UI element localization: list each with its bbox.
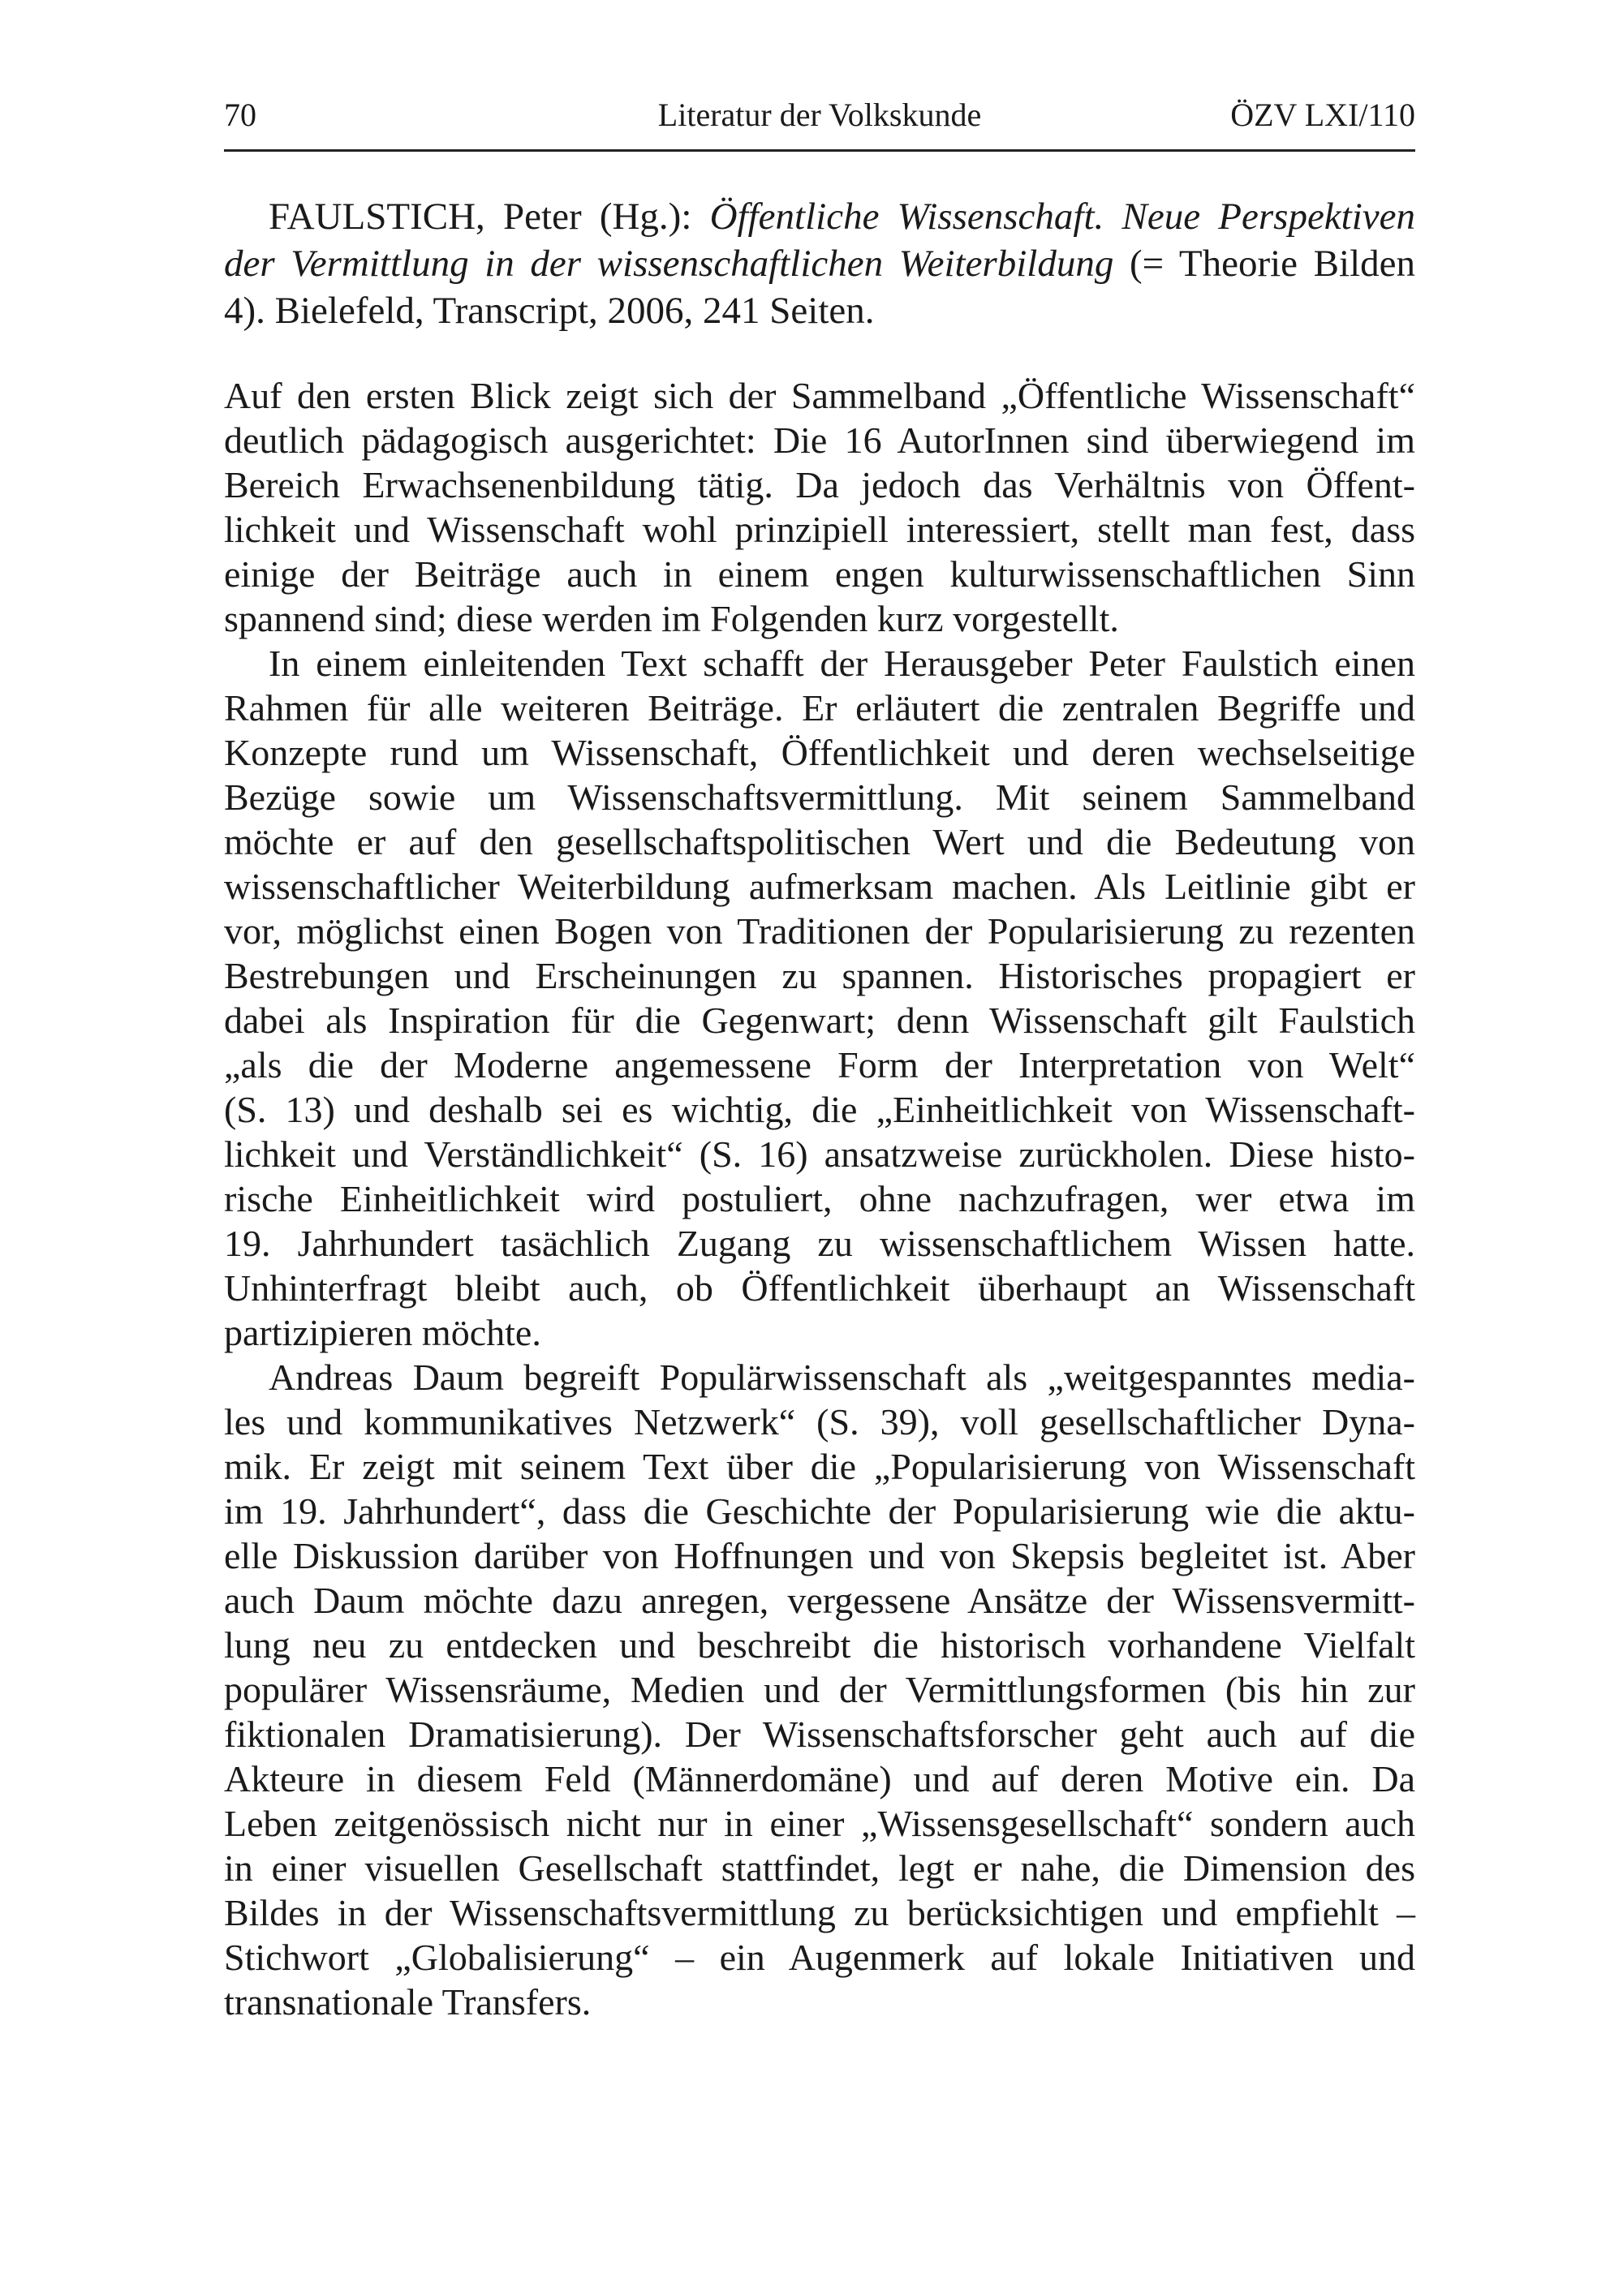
text-line: Bildes in der Wissenschaftsvermittlung zu berücksichtigen und empfiehlt –	[224, 1892, 1415, 1933]
text-line: lung neu zu entdecken und beschreibt die historisch vorhandene Vielfalt	[224, 1624, 1415, 1666]
citation-text: FAULSTICH, Peter (Hg.):	[269, 196, 710, 238]
text-line: transnationale Transfers.	[224, 1981, 592, 2023]
text-line: elle Diskussion darüber von Hoffnungen und von Skepsis begleitet ist. Aber	[224, 1535, 1415, 1576]
text-line: auch Daum möchte dazu anregen, vergessene Ansätze der Wissensvermitt-	[224, 1580, 1415, 1621]
header-rule	[224, 149, 1415, 152]
text-line: im 19. Jahrhundert“, dass die Geschichte der Popularisierung wie die aktu-	[224, 1490, 1415, 1532]
text-line: 19. Jahrhundert tasächlich Zugang zu wissenschaftlichem Wissen hatte.	[224, 1223, 1415, 1264]
page-number: 70	[224, 97, 256, 133]
journal-issue: ÖZV LXI/110	[1230, 97, 1415, 133]
text-line: Leben zeitgenössisch nicht nur in einer „Wissensgesellschaft“ sondern auch	[224, 1803, 1415, 1844]
text-line: lichkeit und Verständlichkeit“ (S. 16) ansatzweise zurückholen. Diese histo-	[224, 1133, 1415, 1175]
text-line: deutlich pädagogisch ausgerichtet: Die 16 AutorInnen sind überwiegend im	[224, 419, 1415, 461]
citation-title-text: der Vermittlung in der wissenschaftlichen Weiterbildung	[224, 243, 1114, 285]
text-line: In einem einleitenden Text schafft der Herausgeber Peter Faulstich einen	[269, 643, 1415, 684]
citation-line	[224, 287, 1415, 334]
text-line: Konzepte rund um Wissenschaft, Öffentlichkeit und deren wechselseitige	[224, 732, 1415, 773]
text-line: Rahmen für alle weiteren Beiträge. Er erläutert die zentralen Begriffe und	[224, 687, 1415, 729]
text-line: einige der Beiträge auch in einem engen kulturwissenschaftlichen Sinn	[224, 553, 1415, 595]
text-line: Bereich Erwachsenenbildung tätig. Da jedoch das Verhältnis von Öffent-	[224, 464, 1415, 505]
text-line: Auf den ersten Blick zeigt sich der Sammelband „Öffentliche Wissenschaft“	[224, 375, 1415, 416]
text-line: (S. 13) und deshalb sei es wichtig, die „Einheitlichkeit von Wissenschaft-	[224, 1089, 1415, 1130]
citation-line	[224, 193, 1415, 240]
text-line: in einer visuellen Gesellschaft stattfindet, legt er nahe, die Dimension des	[224, 1847, 1415, 1889]
paragraph	[224, 641, 1415, 1355]
text-line: Akteure in diesem Feld (Männerdomäne) und auf deren Motive ein. Da	[224, 1758, 1415, 1799]
text-line: möchte er auf den gesellschaftspolitischen Wert und die Bedeutung von	[224, 821, 1415, 862]
text-line: dabei als Inspiration für die Gegenwart; denn Wissenschaft gilt Faulstich	[224, 1000, 1415, 1041]
paragraph	[224, 1355, 1415, 2024]
text-line: mik. Er zeigt mit seinem Text über die „Popularisierung von Wissenschaft	[224, 1446, 1415, 1487]
text-line: populärer Wissensräume, Medien und der Vermittlungsformen (bis hin zur	[224, 1669, 1415, 1710]
text-line: fiktionalen Dramatisierung). Der Wissenschaftsforscher geht auch auf die	[224, 1713, 1415, 1755]
text-line: wissenschaftlicher Weiterbildung aufmerksam machen. Als Leitlinie gibt er	[224, 866, 1415, 907]
text-line: les und kommunikatives Netzwerk“ (S. 39), voll gesellschaftlicher Dyna-	[224, 1401, 1415, 1443]
running-header	[224, 96, 1415, 141]
text-line: Unhinterfragt bleibt auch, ob Öffentlichkeit überhaupt an Wissenschaft	[224, 1267, 1415, 1309]
text-line: lichkeit und Wissenschaft wohl prinzipiell interessiert, stellt man fest, dass	[224, 509, 1415, 550]
text-line: Stichwort „Globalisierung“ – ein Augenmerk auf lokale Initiativen und	[224, 1937, 1415, 1978]
text-line: vor, möglichst einen Bogen von Traditionen der Popularisierung zu rezenten	[224, 910, 1415, 952]
running-header-section: Literatur der Volkskunde	[657, 97, 982, 133]
text-line: spannend sind; diese werden im Folgenden kurz vorgestellt.	[224, 598, 1119, 639]
bibliographic-citation	[224, 193, 1415, 334]
text-line: partizipieren möchte.	[224, 1312, 541, 1353]
citation-title-text: Öffentliche Wissenschaft. Neue Perspektiven	[709, 196, 1415, 238]
citation-text: (= Theorie Bilden	[1113, 243, 1415, 285]
text-line: „als die der Moderne angemessene Form der Interpretation von Welt“	[224, 1044, 1415, 1086]
text-line: Bezüge sowie um Wissenschaftsvermittlung. Mit seinem Sammelband	[224, 776, 1415, 818]
review-body	[224, 373, 1415, 2024]
text-line: Andreas Daum begreift Populärwissenschaft als „weitgespanntes media-	[269, 1357, 1415, 1398]
citation-line	[224, 240, 1415, 287]
text-line: rische Einheitlichkeit wird postuliert, ohne nachzufragen, wer etwa im	[224, 1178, 1415, 1219]
paragraph	[224, 373, 1415, 641]
text-line: Bestrebungen und Erscheinungen zu spannen. Historisches propagiert er	[224, 955, 1415, 996]
citation-text: 4). Bielefeld, Transcript, 2006, 241 Seiten.	[224, 290, 875, 332]
